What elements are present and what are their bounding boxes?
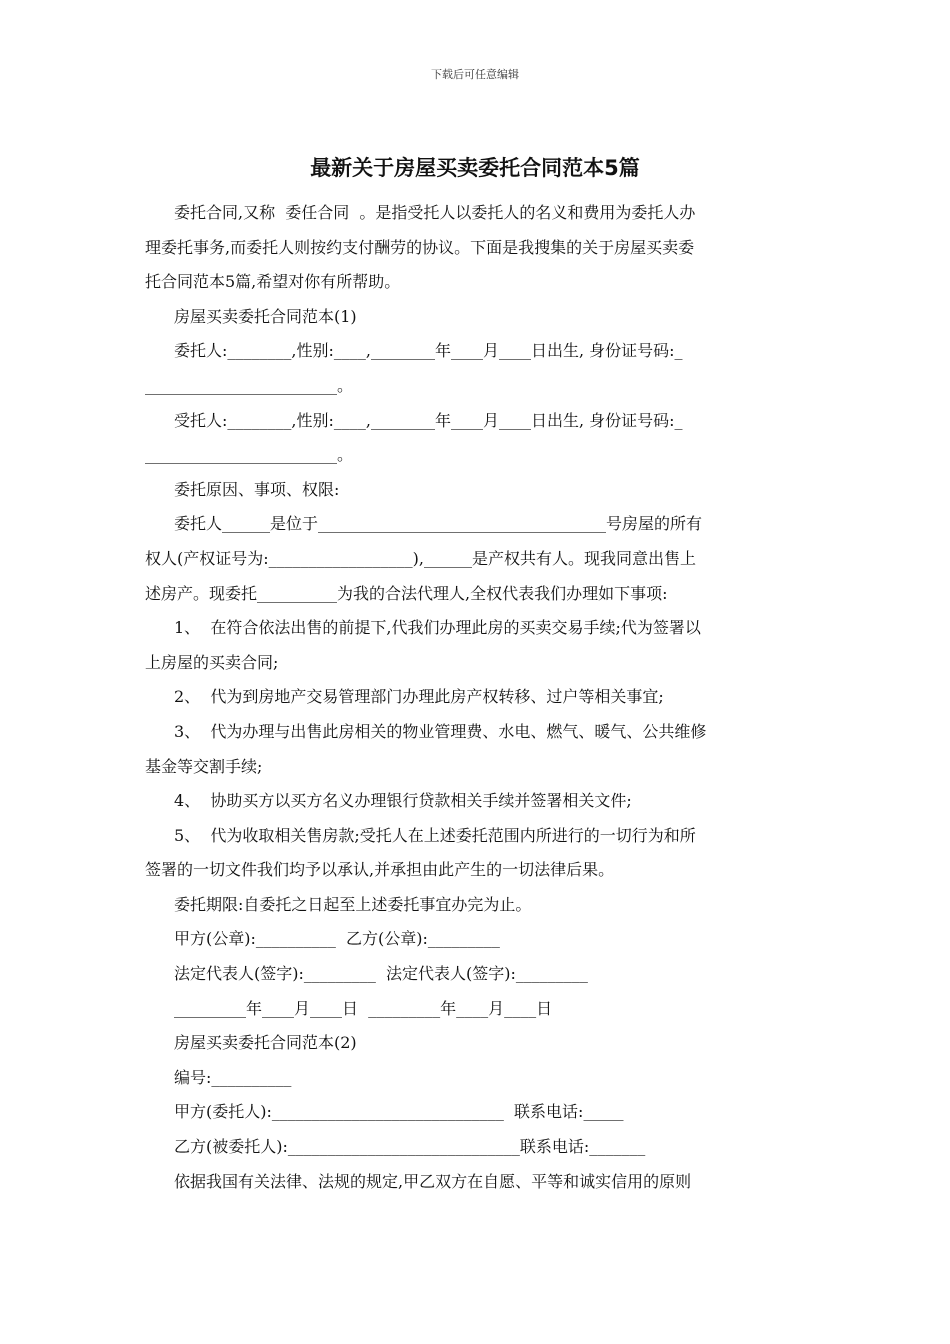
- document-line: 5、 代为收取相关售房款;受托人在上述委托范围内所进行的一切行为和所: [174, 825, 696, 845]
- document-line: 托合同范本5篇,希望对你有所帮助。: [145, 272, 401, 292]
- document-line: 述房产。现委托__________为我的合法代理人,全权代表我们办理如下事项:: [145, 583, 668, 603]
- document-line: 4、 协助买方以买方名义办理银行贷款相关手续并签署相关文件;: [174, 791, 632, 811]
- page-header-note: 下载后可任意编辑: [431, 68, 519, 81]
- document-line: 法定代表人(签字):_________ 法定代表人(签字):_________: [174, 964, 588, 984]
- document-line: 委托原因、事项、权限:: [174, 479, 340, 499]
- document-body: [145, 196, 807, 1199]
- document-line: 编号:__________: [174, 1067, 292, 1087]
- document-line: 3、 代为办理与出售此房相关的物业管理费、水电、燃气、暖气、公共维修: [174, 721, 707, 741]
- document-line: 甲方(公章):__________ 乙方(公章):_________: [174, 929, 500, 949]
- document-line: 上房屋的买卖合同;: [145, 652, 279, 672]
- document-line: 1、 在符合依法出售的前提下,代我们办理此房的买卖交易手续;代为签署以: [174, 618, 701, 638]
- document-line: 依据我国有关法律、法规的规定,甲乙双方在自愿、平等和诚实信用的原则: [174, 1171, 692, 1191]
- document-title: 最新关于房屋买卖委托合同范本5篇: [310, 156, 640, 180]
- document-line: 委托人:________,性别:____,________年____月____日出生, 身份证号码:_: [174, 341, 683, 361]
- document-line: 委托期限:自委托之日起至上述委托事宜办完为止。: [174, 894, 532, 914]
- document-line: _________年____月____日 _________年____月____日: [174, 998, 553, 1018]
- document-line: 委托合同,又称 委任合同 。是指受托人以委托人的名义和费用为委托人办: [174, 203, 696, 222]
- document-line: 受托人:________,性别:____,________年____月____日出生, 身份证号码:_: [174, 410, 683, 430]
- document-line: 乙方(被委托人):_____________________________联系电话:_______: [174, 1137, 646, 1157]
- document-line: 基金等交割手续;: [145, 756, 263, 776]
- document-line: 理委托事务,而委托人则按约支付酬劳的协议。下面是我搜集的关于房屋买卖委: [145, 237, 695, 257]
- document-line: 甲方(委托人):_____________________________ 联系电话:_____: [174, 1102, 624, 1122]
- document-line: 委托人______是位于____________________________________号房屋的所有: [174, 514, 703, 534]
- document-line: 房屋买卖委托合同范本(2): [174, 1033, 357, 1053]
- document-line: ________________________。: [145, 375, 354, 395]
- document-line: ________________________。: [145, 445, 354, 465]
- document-line: 权人(产权证号为:__________________),______是产权共有人。现我同意出售上: [145, 548, 696, 568]
- document-line: 签署的一切文件我们均予以承认,并承担由此产生的一切法律后果。: [145, 860, 615, 880]
- document-line: 2、 代为到房地产交易管理部门办理此房产权转移、过户等相关事宜;: [174, 687, 664, 707]
- document-line: 房屋买卖委托合同范本(1): [174, 306, 357, 326]
